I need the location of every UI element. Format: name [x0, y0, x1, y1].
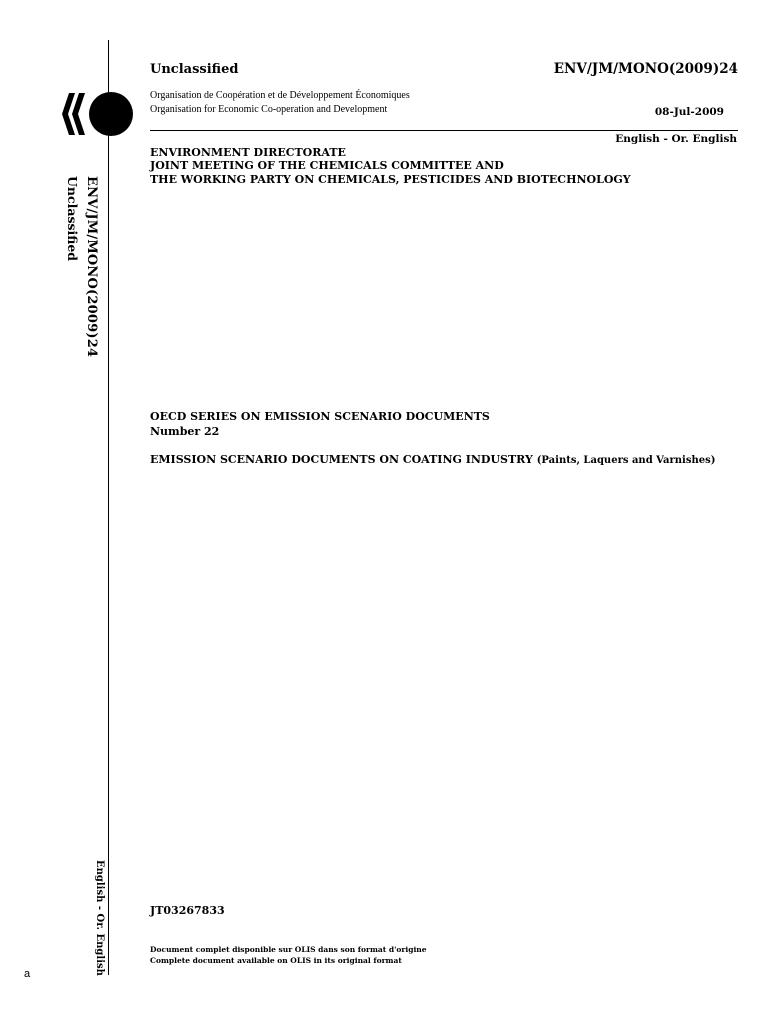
header-divider — [150, 130, 738, 131]
margin-rule — [108, 40, 109, 975]
availability-note-english: Complete document available on OLIS in its original format — [150, 956, 402, 965]
org-name-english: Organisation for Economic Co-operation and Development — [150, 104, 388, 115]
directorate-name: ENVIRONMENT DIRECTORATE — [150, 146, 346, 159]
classification-label: Unclassified — [150, 62, 239, 77]
document-title-main: EMISSION SCENARIO DOCUMENTS ON COATING INDUSTRY — [150, 453, 533, 466]
oecd-logo-icon — [60, 91, 136, 137]
series-number: Number 22 — [150, 425, 220, 438]
side-reference: ENV/JM/MONO(2009)24 — [84, 176, 99, 358]
document-title — [150, 453, 715, 466]
side-language: English - Or. English — [94, 860, 105, 976]
committee-line-2: THE WORKING PARTY ON CHEMICALS, PESTICIDES AND BIOTECHNOLOGY — [150, 173, 631, 186]
side-classification: Unclassified — [65, 176, 80, 262]
document-date: 08-Jul-2009 — [654, 106, 724, 118]
document-reference: ENV/JM/MONO(2009)24 — [553, 61, 738, 77]
availability-note-french: Document complet disponible sur OLIS dans son format d'origine — [150, 945, 427, 954]
jt-code: JT03267833 — [150, 904, 225, 917]
committee-line-1: JOINT MEETING OF THE CHEMICALS COMMITTEE AND — [150, 159, 504, 172]
document-title-subtitle: (Paints, Laquers and Varnishes) — [536, 455, 716, 466]
corner-mark: a — [24, 968, 31, 980]
series-title: OECD SERIES ON EMISSION SCENARIO DOCUMENTS — [150, 410, 490, 423]
language-label: English - Or. English — [615, 133, 737, 145]
org-name-french: Organisation de Coopération et de Développement Économiques — [150, 90, 410, 101]
